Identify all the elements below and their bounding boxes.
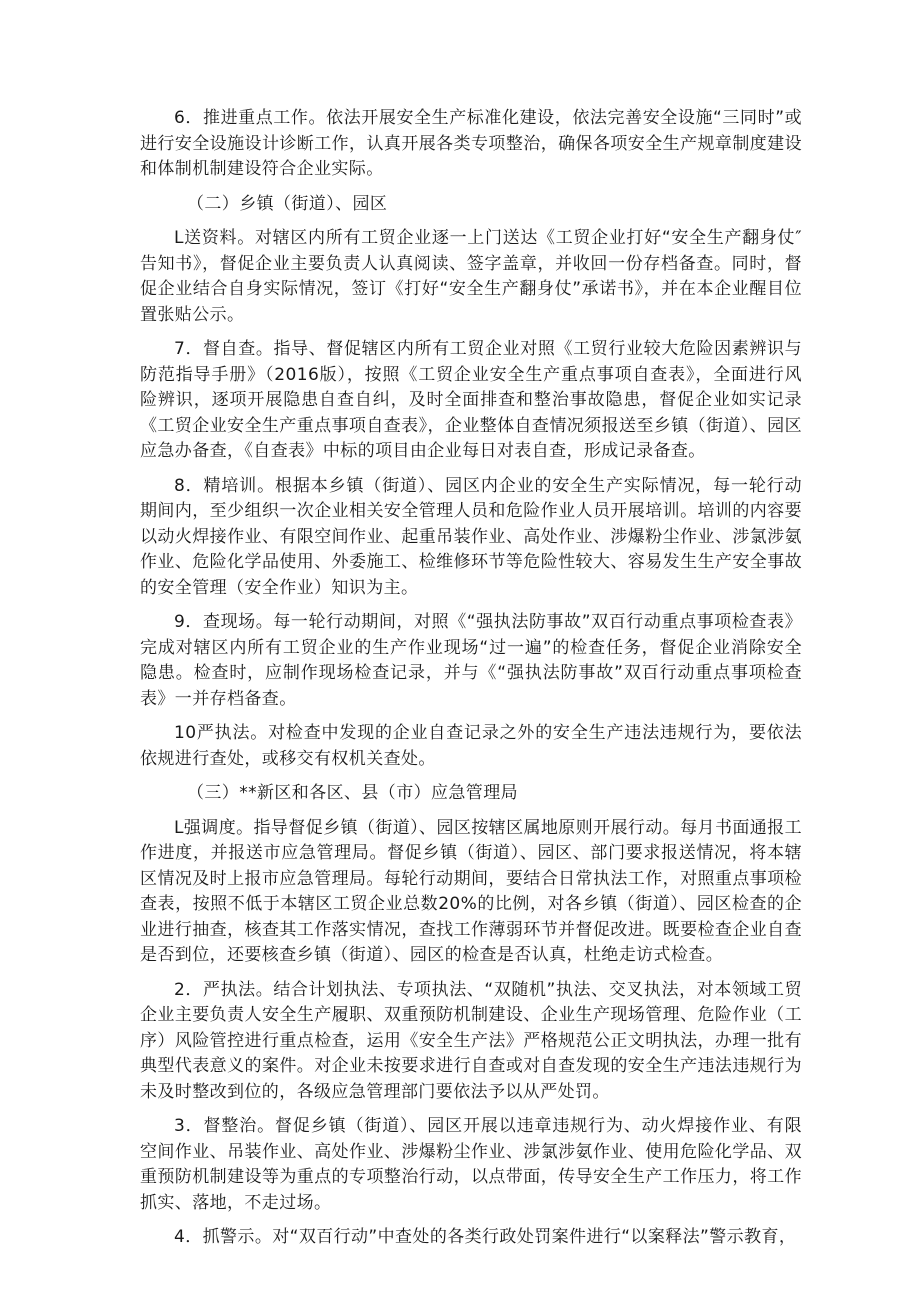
document-page xyxy=(140,106,802,1251)
paragraph-item-10: 10严执法。对检查中发现的企业自查记录之外的安全生产违法违规行为，要依法依规进行查处，或移交有权机关查处。 xyxy=(140,723,802,769)
paragraph-strengthen-dispatch: L强调度。指导督促乡镇（街道）、园区按辖区属地原则开展行动。每月书面通报工作进度，并报送市应急管理局。督促乡镇（街道）、园区、部门要求报送情况，将本辖区情况及时上报市应急管理局。每轮行动期间，要结合日常执法工作，对照重点事项检查表，按照不低于本辖区工贸企业总数20%的比例，对各乡镇（街道）、园区检查的企业进行抽查，核查其工作落实情况，查找工作薄弱环节并督促改进。既要检查企业自查是否到位，还要核查乡镇（街道）、园区的检查是否认真，杜绝走访式检查。 xyxy=(140,817,802,965)
paragraph-item-7: 7．督自查。指导、督促辖区内所有工贸企业对照《工贸行业较大危险因素辨识与防范指导手册》（2016版），按照《工贸企业安全生产重点事项自查表》，全面进行风险辨识，逐项开展隐患自查自纠，及时全面排查和整治事故隐患，督促企业如实记录《工贸企业安全生产重点事项自查表》，企业整体自查情况须报送至乡镇（街道）、园区应急办备查，《自查表》中标的项目由企业每日对表自查，形成记录备查。 xyxy=(140,339,802,461)
paragraph-item-9: 9．查现场。每一轮行动期间，对照《“强执法防事故”双百行动重点事项检查表》完成对辖区内所有工贸企业的生产作业现场“过一遍”的检查任务，督促企业消除安全隐患。检查时，应制作现场检查记录，并与《“强执法防事故”双百行动重点事项检查表》一并存档备查。 xyxy=(140,612,802,709)
paragraph-strict-enforcement: 2．严执法。结合计划执法、专项执法、“双随机”执法、交叉执法，对本领域工贸企业主要负责人安全生产履职、双重预防机制建设、企业生产现场管理、危险作业（工序）风险管控进行重点检查，运用《安全生产法》严格规范公正文明执法，办理一批有典型代表意义的案件。对企业未按要求进行自查或对自查发现的安全生产违法违规行为未及时整改到位的，各级应急管理部门要依法予以从严处罚。 xyxy=(140,979,802,1102)
paragraph-item-6: 6．推进重点工作。依法开展安全生产标准化建设，依法完善安全设施“三同时”或进行安全设施设计诊断工作，认真开展各类专项整治，确保各项安全生产规章制度建设和体制机制建设符合企业实际。 xyxy=(140,108,802,179)
paragraph-item-8: 8．精培训。根据本乡镇（街道）、园区内企业的安全生产实际情况，每一轮行动期间内，至少组织一次企业相关安全管理人员和危险作业人员开展培训。培训的内容要以动火焊接作业、有限空间作业、起重吊装作业、高处作业、涉爆粉尘作业、涉氯涉氨作业、危险化学品使用、外委施工、检维修环节等危险性较大、容易发生生产安全事故的安全管理（安全作业）知识为主。 xyxy=(140,475,802,598)
paragraph-warning-education: 4．抓警示。对“双百行动”中查处的各类行政处罚案件进行“以案释法”警示教育， xyxy=(174,1227,797,1247)
paragraph-supervise-rectification: 3．督整治。督促乡镇（街道）、园区开展以违章违规行为、动火焊接作业、有限空间作业、吊装作业、高处作业、涉爆粉尘作业、涉氯涉氨作业、使用危险化学品、双重预防机制建设等为重点的专项整治行动，以点带面，传导安全生产工作压力，将工作抓实、落地，不走过场。 xyxy=(140,1116,802,1213)
paragraph-send-materials: L送资料。对辖区内所有工贸企业逐一上门送达《工贸企业打好“安全生产翻身仗″告知书》，督促企业主要负责人认真阅读、签字盖章，并收回一份存档备查。同时，督促企业结合自身实际情况，签订《打好“安全生产翻身仗”承诺书》，并在本企业醒目位置张贴公示。 xyxy=(140,228,802,325)
section-heading-emergency-bureau: （三）**新区和各区、县（市）应急管理局 xyxy=(187,783,518,803)
section-heading-township: （二）乡镇（街道）、园区 xyxy=(187,193,388,214)
